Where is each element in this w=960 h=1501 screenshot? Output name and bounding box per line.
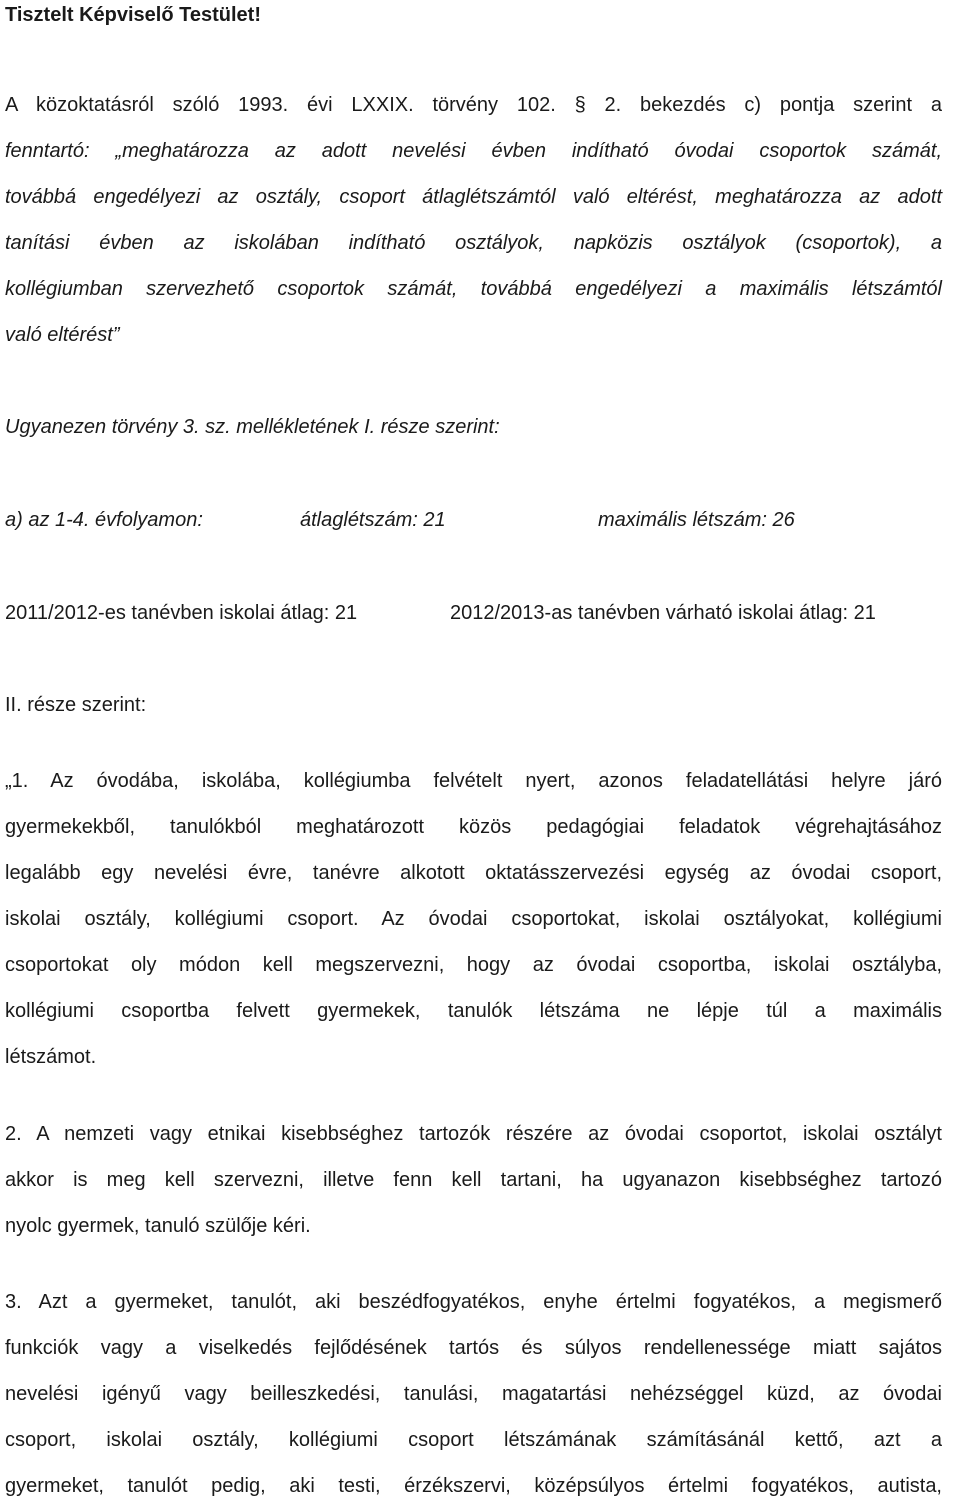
paragraph-line: kollégiumban szervezhető csoportok számát, továbbá engedélyezi a maximális létszámtól <box>5 278 942 300</box>
grade-label: a) az 1-4. évfolyamon: <box>5 509 203 531</box>
paragraph-line: 2. A nemzeti vagy etnikai kisebbséghez tartozók részére az óvodai csoportot, iskolai osztályt <box>5 1123 942 1145</box>
year-2012-expected-average: 2012/2013-as tanévben várható iskolai átlag: 21 <box>450 602 876 624</box>
paragraph-line: legalább egy nevelési évre, tanévre alkotott oktatásszervezési egység az óvodai csoport, <box>5 862 942 884</box>
paragraph-line: iskolai osztály, kollégiumi csoport. Az óvodai csoportokat, iskolai osztályokat, kollégiumi <box>5 908 942 930</box>
paragraph-line: létszámot. <box>5 1046 97 1068</box>
paragraph-line: nyolc gyermek, tanuló szülője kéri. <box>5 1215 311 1237</box>
year-2011-average: 2011/2012-es tanévben iskolai átlag: 21 <box>5 602 358 624</box>
paragraph-line: kollégiumi csoportba felvett gyermekek, tanulók létszáma ne lépje túl a maximális <box>5 1000 942 1022</box>
paragraph-line: tanítási évben az iskolában indítható osztályok, napközis osztályok (csoportok), a <box>5 232 942 254</box>
paragraph-line: továbbá engedélyezi az osztály, csoport átlaglétszámtól való eltérést, meghatározza az adott <box>5 186 942 208</box>
paragraph-line: 3. Azt a gyermeket, tanulót, aki beszédfogyatékos, enyhe értelmi fogyatékos, a megismerő <box>5 1291 942 1313</box>
document-heading: Tisztelt Képviselő Testület! <box>5 4 261 26</box>
paragraph-line: csoportokat oly módon kell megszervezni, hogy az óvodai csoportba, iskolai osztályba, <box>5 954 942 976</box>
paragraph-line: „1. Az óvodába, iskolába, kollégiumba felvételt nyert, azonos feladatellátási helyre járó <box>5 770 942 792</box>
paragraph-line: nevelési igényű vagy beilleszkedési, tanulási, magatartási nehézséggel küzd, az óvodai <box>5 1383 942 1405</box>
paragraph-line: akkor is meg kell szervezni, illetve fenn kell tartani, ha ugyanazon kisebbséghez tartozó <box>5 1169 942 1191</box>
section-ii-heading: II. része szerint: <box>5 694 147 716</box>
section-i-heading: Ugyanezen törvény 3. sz. mellékletének I. része szerint: <box>5 416 500 438</box>
paragraph-line: fenntartó: „meghatározza az adott nevelési évben indítható óvodai csoportok számát, <box>5 140 942 162</box>
paragraph-line: gyermekekből, tanulókból meghatározott közös pedagógiai feladatok végrehajtásához <box>5 816 942 838</box>
paragraph-line: csoport, iskolai osztály, kollégiumi csoport létszámának számításánál kettő, azt a <box>5 1429 942 1451</box>
paragraph-line: funkciók vagy a viselkedés fejlődésének tartós és súlyos rendellenessége miatt sajátos <box>5 1337 942 1359</box>
paragraph-line: A közoktatásról szóló 1993. évi LXXIX. törvény 102. § 2. bekezdés c) pontja szerint a <box>5 94 942 116</box>
maximum-headcount: maximális létszám: 26 <box>598 509 795 531</box>
average-headcount: átlaglétszám: 21 <box>300 509 446 531</box>
paragraph-line: való eltérést” <box>5 324 120 346</box>
paragraph-line: gyermeket, tanulót pedig, aki testi, érzékszervi, középsúlyos értelmi fogyatékos, autista, <box>5 1475 942 1497</box>
